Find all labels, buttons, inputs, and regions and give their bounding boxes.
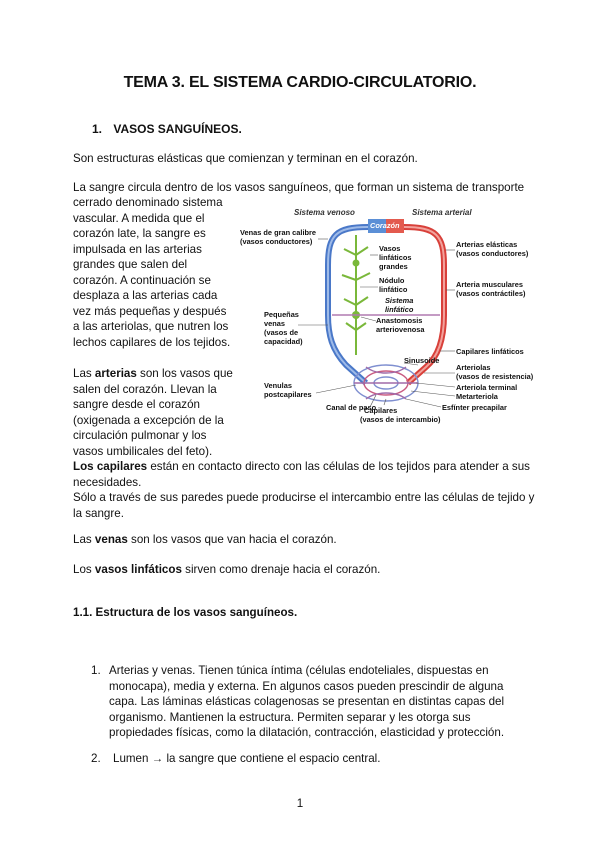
capilares-paragraph xyxy=(73,459,543,521)
page-number: 1 xyxy=(296,797,304,810)
heart-label: Corazón xyxy=(370,221,400,230)
venas-paragraph xyxy=(73,532,337,548)
arterias-term: arterias xyxy=(94,367,137,380)
label-arterias-elasticas: Arterias elásticas (vasos conductores) xyxy=(456,240,529,258)
linfaticos-term: vasos linfáticos xyxy=(94,563,182,576)
label-canal-paso: Canal de paso xyxy=(326,403,377,412)
venas-term: venas xyxy=(94,533,128,546)
label-anastomosis: Anastomosis arteriovenosa xyxy=(376,316,425,334)
wrapped-text-column xyxy=(73,195,233,459)
label-pequenas-venas: Pequeñas venas (vasos de capacidad) xyxy=(264,310,303,346)
label-capilares-linfaticos: Capilares linfáticos xyxy=(456,347,524,356)
intro-paragraph: Son estructuras elásticas que comienzan y terminan en el corazón. xyxy=(73,152,418,165)
section-heading-text: VASOS SANGUÍNEOS. xyxy=(113,122,242,136)
label-capilares: Capilares (vasos de intercambio) xyxy=(360,406,441,424)
document-title: TEMA 3. EL SISTEMA CARDIO-CIRCULATORIO. xyxy=(123,74,477,91)
label-nodulo: Nódulo linfático xyxy=(379,276,408,294)
section-number: 1. xyxy=(92,122,103,136)
lymphatic-vessels xyxy=(342,235,370,355)
venas-pre: Las xyxy=(73,533,95,546)
label-venas-gran-calibre: Venas de gran calibre (vasos conductores) xyxy=(240,228,316,246)
arterias-post: son los vasos que salen del corazón. Llevan la sangre desde el corazón (oxigenada a excepción de la circulación pulmonar y los vasos umbilicales del feto). xyxy=(73,367,233,458)
subsection-heading: 1.1. Estructura de los vasos sanguíneos. xyxy=(73,606,298,619)
capilares-post: están en contacto directo con las células de los tejidos para atender a sus necesidades. xyxy=(73,460,530,489)
section-heading xyxy=(92,122,242,136)
list-item-1-text: Arterias y venas. Tienen túnica íntima (células endoteliales, dispuestas en monocapa), media y externa. En algunos casos pueden prescindir de alguna capa. Las láminas elásticas colagenosas se presentan en distintas capas del organismo. Mantienen la estructura. Permiten separar y les otorga sus propiedades físicas, como la dilatación, contracción, elasticidad y protección. xyxy=(109,664,505,739)
circulatory-diagram xyxy=(236,205,546,433)
label-vasos-linfaticos: Vasos linfáticos grandes xyxy=(379,244,412,271)
venous-system-header: Sistema venoso xyxy=(294,208,355,217)
label-esfinter: Esfínter precapilar xyxy=(442,403,507,412)
circulation-paragraph-wrap: cerrado denominado sistema vascular. A medida que el corazón late, la sangre es impulsada en las arterias grandes que salen del corazón. A continuación se desplaza a las arterias cada vez más pequeñas y después a las arteriolas, que nutren los lechos capilares de los tejidos. xyxy=(73,196,231,349)
arterias-paragraph xyxy=(73,366,233,459)
label-arteriola-terminal: Arteriola terminal xyxy=(456,383,518,392)
label-arteriolas: Arteriolas (vasos de resistencia) xyxy=(456,363,534,381)
venas-post: son los vasos que van hacia el corazón. xyxy=(127,533,337,546)
label-sistema-linfatico: Sistema linfático xyxy=(385,296,414,314)
linfaticos-paragraph xyxy=(73,562,380,578)
arterial-system-header: Sistema arterial xyxy=(412,208,472,217)
label-metarteriola: Metarteriola xyxy=(456,392,498,401)
label-arteria-muscular: Arteria musculares (vasos contráctiles) xyxy=(456,280,526,298)
list-item-1-number: 1. xyxy=(91,664,101,677)
capilares-term: Los capilares xyxy=(73,460,148,473)
label-sinusoide: Sinusoide xyxy=(404,356,440,365)
label-venulas: Venulas postcapilares xyxy=(264,381,312,399)
lymph-node-1 xyxy=(353,260,360,267)
arterias-pre: Las xyxy=(73,367,95,380)
linfaticos-post: sirven como drenaje hacia el corazón. xyxy=(181,563,381,576)
list-item-2-text: Lumen → la sangre que contiene el espacio central. xyxy=(113,752,381,765)
capillary-bed xyxy=(354,365,418,401)
list-item-2-number: 2. xyxy=(91,752,101,765)
capilares-line2: Sólo a través de sus paredes puede producirse el intercambio entre las células de tejido y la sangre. xyxy=(73,491,535,520)
linfaticos-pre: Los xyxy=(73,563,95,576)
circulation-paragraph-line1: La sangre circula dentro de los vasos sanguíneos, que forman un sistema de transporte xyxy=(73,181,525,194)
